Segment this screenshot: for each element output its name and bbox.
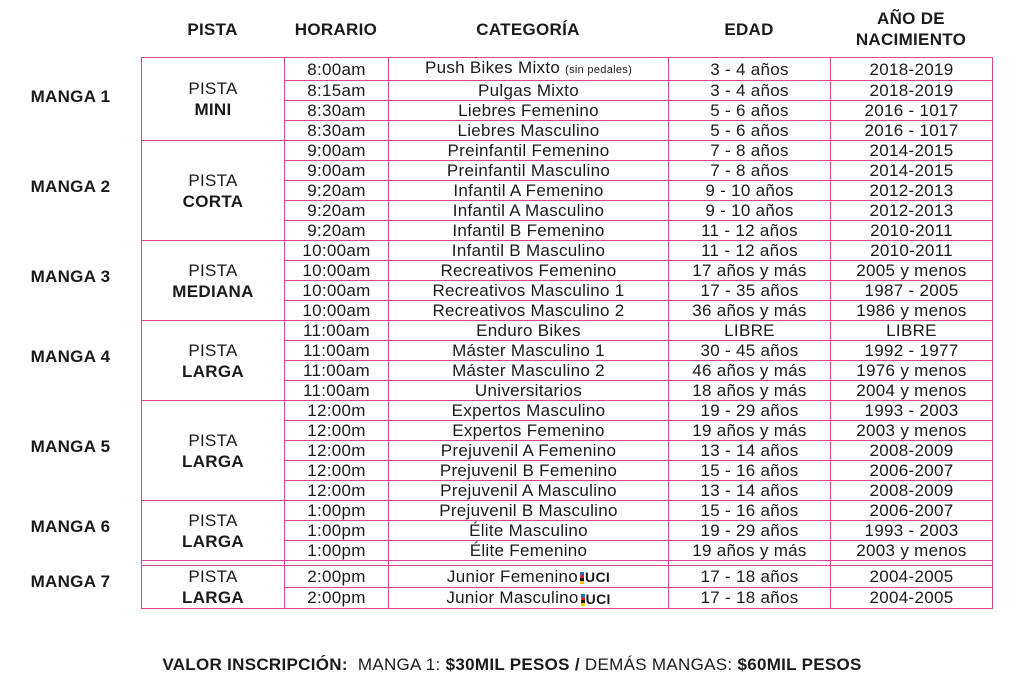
pista-name: LARGA	[182, 531, 244, 551]
nacimiento-cell: 1992 - 1977	[831, 341, 993, 361]
nacimiento-cell: 2006-2007	[831, 461, 993, 481]
horario-cell: 8:30am	[285, 121, 389, 141]
horario-cell: 9:20am	[285, 181, 389, 201]
table-row	[142, 566, 993, 588]
categoria-text: Liebres Femenino	[458, 101, 599, 120]
manga-label: MANGA 1	[30, 87, 111, 106]
categoria-cell	[389, 241, 669, 261]
categoria-text: Máster Masculino 1	[452, 341, 605, 360]
uci-text: UCI	[585, 590, 611, 607]
nacimiento-cell: 2014-2015	[831, 141, 993, 161]
horario-cell: 10:00am	[285, 281, 389, 301]
pista-keyword: PISTA	[188, 430, 238, 450]
nacimiento-cell: 1987 - 2005	[831, 281, 993, 301]
categoria-text: Junior Masculino	[446, 588, 579, 608]
categoria-cell	[389, 401, 669, 421]
table-row	[142, 141, 993, 161]
pista-cell	[142, 241, 285, 321]
nacimiento-cell: 2008-2009	[831, 441, 993, 461]
nacimiento-cell: 2012-2013	[831, 201, 993, 221]
categoria-cell	[389, 81, 669, 101]
nacimiento-cell: 2014-2015	[831, 161, 993, 181]
pista-name: MINI	[194, 100, 232, 119]
nacimiento-cell: 2004-2005	[831, 587, 993, 609]
header-ano-line1: AÑO DE	[877, 9, 945, 28]
categoria-cell	[389, 501, 669, 521]
horario-cell: 12:00m	[285, 421, 389, 441]
categoria-text: Recreativos Femenino	[440, 261, 617, 280]
edad-cell: 19 años y más	[669, 421, 831, 441]
pista-cell	[142, 58, 285, 141]
nacimiento-cell: 2016 - 1017	[831, 101, 993, 121]
nacimiento-cell: 2010-2011	[831, 221, 993, 241]
horario-cell: 10:00am	[285, 261, 389, 281]
categoria-cell	[389, 381, 669, 401]
pista-keyword: PISTA	[188, 170, 238, 190]
horario-cell: 1:00pm	[285, 541, 389, 561]
header-ano-line2: NACIMIENTO	[855, 30, 967, 49]
manga-label: MANGA 3	[30, 267, 111, 286]
horario-cell: 12:00m	[285, 481, 389, 501]
table-row	[142, 501, 993, 521]
categoria-cell	[389, 58, 669, 81]
manga-label: MANGA 6	[30, 517, 111, 536]
fee-label: VALOR INSCRIPCIÓN:	[162, 655, 348, 674]
horario-cell: 9:00am	[285, 161, 389, 181]
nacimiento-cell: 2004-2005	[831, 566, 993, 588]
nacimiento-cell: 2008-2009	[831, 481, 993, 501]
pista-name: LARGA	[182, 361, 244, 381]
categoria-cell	[389, 361, 669, 381]
uci-logo-icon	[580, 570, 610, 584]
edad-cell: 3 - 4 años	[669, 58, 831, 81]
categoria-text: Infantil B Masculino	[451, 241, 606, 260]
edad-cell: 5 - 6 años	[669, 101, 831, 121]
nacimiento-cell: 2005 y menos	[831, 261, 993, 281]
schedule-table	[141, 57, 993, 609]
categoria-cell	[389, 341, 669, 361]
table-row	[142, 58, 993, 81]
horario-cell: 12:00m	[285, 441, 389, 461]
categoria-cell	[389, 201, 669, 221]
categoria-text: Preinfantil Masculino	[446, 161, 611, 180]
manga-label: MANGA 2	[30, 177, 111, 196]
categoria-cell	[389, 121, 669, 141]
nacimiento-cell: 2018-2019	[831, 81, 993, 101]
horario-cell: 9:20am	[285, 201, 389, 221]
categoria-text: Preinfantil Femenino	[447, 141, 610, 160]
edad-cell: 15 - 16 años	[669, 501, 831, 521]
column-headers	[0, 0, 1024, 58]
nacimiento-cell: 2010-2011	[831, 241, 993, 261]
categoria-cell	[389, 587, 669, 609]
pista-keyword: PISTA	[188, 567, 238, 586]
pista-name: MEDIANA	[172, 281, 254, 301]
nacimiento-cell: 2018-2019	[831, 58, 993, 81]
nacimiento-cell: 1993 - 2003	[831, 401, 993, 421]
horario-cell: 2:00pm	[285, 587, 389, 609]
table-row	[142, 321, 993, 341]
horario-cell: 11:00am	[285, 321, 389, 341]
edad-cell: 17 años y más	[669, 261, 831, 281]
categoria-text: Push Bikes Mixto	[424, 58, 561, 77]
horario-cell: 9:00am	[285, 141, 389, 161]
categoria-text: Junior Femenino	[446, 566, 579, 586]
edad-cell: 18 años y más	[669, 381, 831, 401]
edad-cell: 17 - 35 años	[669, 281, 831, 301]
other-mangas-fee-price: $60MIL PESOS	[737, 655, 862, 674]
edad-cell: 13 - 14 años	[669, 441, 831, 461]
uci-stripes-icon	[581, 594, 585, 606]
nacimiento-cell: 2012-2013	[831, 181, 993, 201]
categoria-cell	[389, 141, 669, 161]
uci-stripes-icon	[580, 572, 584, 584]
nacimiento-cell: 2003 y menos	[831, 421, 993, 441]
nacimiento-cell: 2006-2007	[831, 501, 993, 521]
header-categoria: CATEGORÍA	[476, 19, 580, 39]
categoria-cell	[389, 281, 669, 301]
uci-logo-icon	[581, 592, 611, 606]
edad-cell: 3 - 4 años	[669, 81, 831, 101]
categoria-cell	[389, 481, 669, 501]
categoria-cell	[389, 566, 669, 588]
categoria-cell	[389, 261, 669, 281]
horario-cell: 8:15am	[285, 81, 389, 101]
pista-keyword: PISTA	[188, 79, 238, 98]
pista-name: LARGA	[182, 451, 244, 471]
pista-cell	[142, 501, 285, 561]
manga-label: MANGA 4	[30, 347, 111, 366]
pista-keyword: PISTA	[188, 260, 238, 280]
categoria-text: Prejuvenil A Femenino	[440, 441, 617, 460]
categoria-cell	[389, 421, 669, 441]
horario-cell: 12:00m	[285, 401, 389, 421]
categoria-cell	[389, 161, 669, 181]
horario-cell: 8:30am	[285, 101, 389, 121]
categoria-text: Expertos Masculino	[451, 401, 606, 420]
horario-cell: 12:00m	[285, 461, 389, 481]
header-horario: HORARIO	[294, 19, 378, 39]
edad-cell: LIBRE	[669, 321, 831, 341]
uci-text: UCI	[585, 569, 611, 586]
categoria-text: Infantil B Femenino	[452, 221, 605, 240]
edad-cell: 17 - 18 años	[669, 587, 831, 609]
manga1-fee-price: $30MIL PESOS	[445, 655, 570, 674]
categoria-cell	[389, 441, 669, 461]
edad-cell: 15 - 16 años	[669, 461, 831, 481]
nacimiento-cell: 2003 y menos	[831, 541, 993, 561]
categoria-text: Liebres Masculino	[457, 121, 600, 140]
categoria-text: Élite Masculino	[469, 521, 588, 540]
header-ano-nacimiento	[830, 0, 992, 58]
header-edad: EDAD	[724, 19, 774, 39]
horario-cell: 9:20am	[285, 221, 389, 241]
edad-cell: 11 - 12 años	[669, 221, 831, 241]
edad-cell: 36 años y más	[669, 301, 831, 321]
categoria-cell	[389, 301, 669, 321]
horario-cell: 11:00am	[285, 361, 389, 381]
edad-cell: 5 - 6 años	[669, 121, 831, 141]
edad-cell: 11 - 12 años	[669, 241, 831, 261]
categoria-text: Prejuvenil A Masculino	[440, 481, 617, 500]
categoria-text: Élite Femenino	[469, 541, 588, 560]
edad-cell: 19 años y más	[669, 541, 831, 561]
table-row	[142, 401, 993, 421]
categoria-cell	[389, 101, 669, 121]
horario-cell: 11:00am	[285, 381, 389, 401]
horario-cell: 10:00am	[285, 241, 389, 261]
edad-cell: 19 - 29 años	[669, 401, 831, 421]
edad-cell: 9 - 10 años	[669, 181, 831, 201]
header-pista: PISTA	[187, 19, 238, 39]
horario-cell: 1:00pm	[285, 501, 389, 521]
pista-cell	[142, 401, 285, 501]
nacimiento-cell: LIBRE	[831, 321, 993, 341]
horario-cell: 11:00am	[285, 341, 389, 361]
edad-cell: 7 - 8 años	[669, 161, 831, 181]
manga-label: MANGA 7	[30, 572, 111, 591]
fee-separator: /	[574, 655, 580, 674]
horario-cell: 10:00am	[285, 301, 389, 321]
categoria-text: Enduro Bikes	[476, 321, 581, 340]
manga1-fee-label: MANGA 1:	[357, 655, 441, 674]
registration-fee	[0, 655, 1024, 675]
categoria-note: (sin pedales)	[565, 64, 633, 76]
pista-keyword: PISTA	[188, 510, 238, 530]
edad-cell: 17 - 18 años	[669, 566, 831, 588]
horario-cell: 2:00pm	[285, 566, 389, 588]
nacimiento-cell: 1986 y menos	[831, 301, 993, 321]
categoria-text: Recreativos Masculino 2	[432, 301, 625, 320]
edad-cell: 7 - 8 años	[669, 141, 831, 161]
categoria-text: Máster Masculino 2	[452, 361, 605, 380]
nacimiento-cell: 1993 - 2003	[831, 521, 993, 541]
horario-cell: 8:00am	[285, 58, 389, 81]
categoria-cell	[389, 181, 669, 201]
categoria-cell	[389, 461, 669, 481]
nacimiento-cell: 2016 - 1017	[831, 121, 993, 141]
categoria-cell	[389, 541, 669, 561]
edad-cell: 13 - 14 años	[669, 481, 831, 501]
manga-label: MANGA 5	[30, 437, 111, 456]
categoria-text: Recreativos Masculino 1	[432, 281, 625, 300]
edad-cell: 19 - 29 años	[669, 521, 831, 541]
pista-name: LARGA	[182, 588, 244, 607]
categoria-text: Universitarios	[474, 381, 583, 400]
categoria-text: Prejuvenil B Femenino	[439, 461, 618, 480]
edad-cell: 9 - 10 años	[669, 201, 831, 221]
categoria-text: Prejuvenil B Masculino	[439, 501, 618, 520]
categoria-text: Expertos Femenino	[452, 421, 605, 440]
pista-cell	[142, 141, 285, 241]
categoria-cell	[389, 221, 669, 241]
nacimiento-cell: 1976 y menos	[831, 361, 993, 381]
categoria-cell	[389, 321, 669, 341]
edad-cell: 30 - 45 años	[669, 341, 831, 361]
pista-keyword: PISTA	[188, 340, 238, 360]
edad-cell: 46 años y más	[669, 361, 831, 381]
categoria-text: Pulgas Mixto	[478, 81, 579, 100]
pista-cell	[142, 321, 285, 401]
other-mangas-fee-label: DEMÁS MANGAS:	[584, 655, 733, 674]
categoria-cell	[389, 521, 669, 541]
categoria-text: Infantil A Masculino	[452, 201, 605, 220]
table-row	[142, 241, 993, 261]
categoria-text: Infantil A Femenino	[453, 181, 604, 200]
horario-cell: 1:00pm	[285, 521, 389, 541]
pista-name: CORTA	[182, 191, 244, 211]
nacimiento-cell: 2004 y menos	[831, 381, 993, 401]
pista-cell	[142, 566, 285, 609]
